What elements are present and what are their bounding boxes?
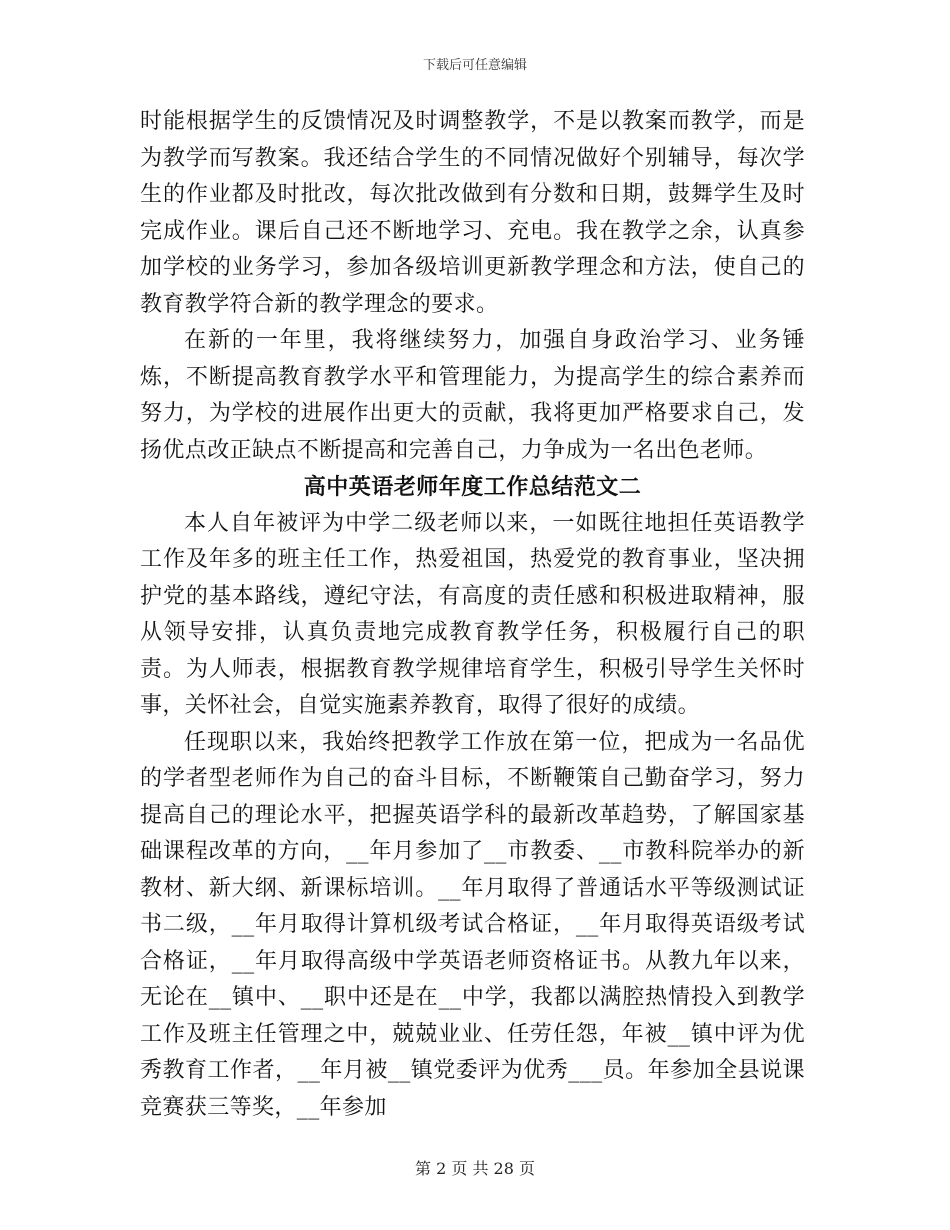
document-body xyxy=(140,104,805,1126)
paragraph-introduction: 本人自年被评为中学二级老师以来，一如既往地担任英语教学工作及年多的班主任工作，热爱祖国，热爱党的教育事业，坚决拥护党的基本路线，遵纪守法，有高度的责任感和积极进取精神，服从领导安排，认真负责地完成教育教学任务，积极履行自己的职责。为人师表，根据教育教学规律培育学生，积极引导学生关怀时事，关怀社会，自觉实施素养教育，取得了很好的成绩。 xyxy=(140,510,805,718)
paragraph-new-year-plan: 在新的一年里，我将继续努力，加强自身政治学习、业务锤炼，不断提高教育教学水平和管理能力，为提高学生的综合素养而努力，为学校的进展作出更大的贡献，我将更加严格要求自己，发扬优点改正缺点不断提高和完善自己，力争成为一名出色老师。 xyxy=(140,328,805,463)
paragraph-continuation: 时能根据学生的反馈情况及时调整教学，不是以教案而教学，而是为教学而写教案。我还结合学生的不同情况做好个别辅导，每次学生的作业都及时批改，每次批改做到有分数和日期，鼓舞学生及时完成作业。课后自己还不断地学习、充电。我在教学之余，认真参加学校的业务学习，参加各级培训更新教学理念和方法，使自己的教育教学符合新的教学理念的要求。 xyxy=(140,109,805,317)
page-number: 第 2 页 共 28 页 xyxy=(415,1159,535,1178)
header-note: 下载后可任意编辑 xyxy=(422,58,527,73)
section-title: 高中英语老师年度工作总结范文二 xyxy=(303,474,642,500)
paragraph-career-history: 任现职以来，我始终把教学工作放在第一位，把成为一名品优的学者型老师作为自己的奋斗目标，不断鞭策自己勤奋学习，努力提高自己的理论水平，把握英语学科的最新改革趋势，了解国家基础课程改革的方向，__年月参加了__市教委、__市教科院举办的新教材、新大纲、新课标培训。__年月取得了普通话水平等级测试证书二级，__年月取得计算机级考试合格证，__年月取得英语级考试合格证，__年月取得高级中学英语老师资格证书。从教九年以来，无论在__镇中、__职中还是在__中学，我都以满腔热情投入到教学工作及班主任管理之中，兢兢业业、任劳任怨，年被__镇中评为优秀教育工作者，__年月被__镇党委评为优秀___员。年参加全县说课竞赛获三等奖，__年参加 xyxy=(140,729,805,1120)
